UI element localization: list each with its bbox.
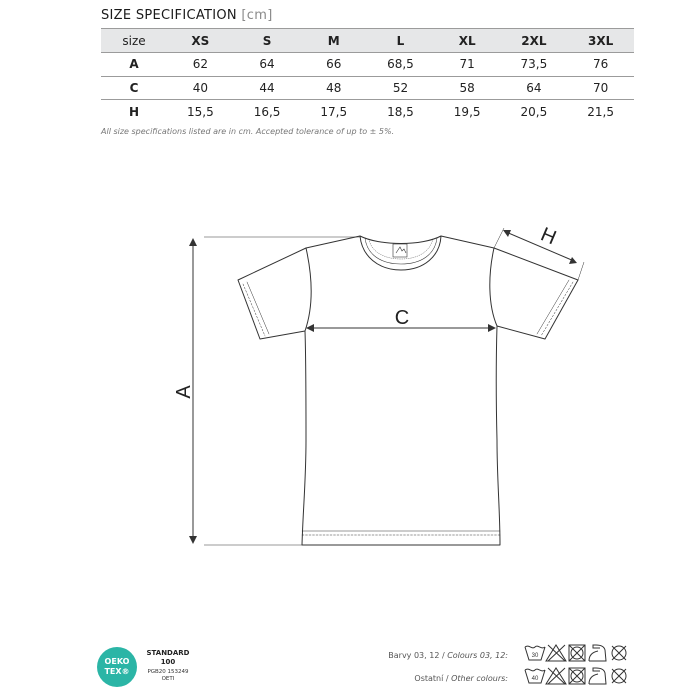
row-label: A (101, 53, 167, 77)
table-cell: 40 (167, 76, 234, 100)
colours-row-2 (414, 674, 508, 683)
colours-row-1-cz: Barvy 03, 12 / (388, 651, 445, 660)
care-icons-row-2 (525, 668, 626, 684)
column-header: 2XL (501, 29, 568, 53)
dimension-h-label: H (537, 223, 560, 250)
right-armhole-seam (490, 248, 497, 326)
table-cell: 64 (234, 53, 301, 77)
table-cell: 17,5 (320, 104, 348, 119)
table-cell: 21,5 (587, 104, 614, 119)
table-cell: 52 (367, 76, 434, 100)
table-cell: 62 (167, 53, 234, 77)
table-cell: 58 (434, 76, 501, 100)
table-cell: 68,5 (367, 53, 434, 77)
dimension-a-label: A (173, 385, 195, 399)
oeko-logo-line-1: OEKO (104, 657, 130, 666)
table-cell: 44 (234, 76, 301, 100)
neck-label-icon (393, 244, 407, 257)
oeko-logo-line-2: TEX® (104, 667, 130, 676)
colours-row-2-cz: Ostatní / (414, 674, 449, 683)
no-bleach-icon (546, 645, 566, 661)
tolerance-note: All size specifications listed are in cm. Accepted tolerance of up to ± 5%. (101, 127, 395, 136)
table-cell: 70 (567, 76, 634, 100)
tshirt-outline (238, 236, 578, 545)
no-tumble-dry-icon (569, 668, 585, 684)
table-cell: 20,5 (520, 104, 548, 119)
collar-rib (360, 236, 441, 270)
table-cell: 18,5 (387, 104, 414, 119)
table-cell: 15,5 (186, 104, 214, 119)
title-text: SIZE SPECIFICATION (101, 8, 237, 23)
table-cell: 64 (501, 76, 568, 100)
table-cell: 71 (434, 53, 501, 77)
table-cell: 66 (300, 53, 367, 77)
oeko-standard (145, 649, 191, 667)
care-icons-row-1 (525, 645, 626, 661)
no-tumble-dry-icon (569, 645, 585, 661)
left-armhole-seam (305, 248, 311, 331)
wash-temp-2: 40 (531, 676, 539, 682)
table-cell: 19,5 (453, 104, 481, 119)
title-unit: [cm] (241, 8, 273, 23)
colours-row-1-en: Colours 03, 12: (447, 651, 508, 660)
iron-icon (589, 668, 606, 684)
no-dry-clean-icon (612, 669, 626, 683)
oeko-tex-logo (97, 647, 137, 687)
code-line-2: OETI (161, 676, 175, 682)
column-header: M (300, 29, 367, 53)
no-dry-clean-icon (612, 646, 626, 660)
wash-temp-1: 30 (531, 653, 539, 659)
no-bleach-icon (546, 668, 566, 684)
colours-row-2-en: Other colours: (451, 674, 508, 683)
iron-icon (589, 645, 606, 661)
standard-line-2: 100 (160, 658, 176, 666)
table-cell: 48 (300, 76, 367, 100)
column-header: XS (167, 29, 234, 53)
dimension-h (494, 228, 584, 280)
colours-row-1 (388, 651, 508, 660)
column-header: size (101, 29, 167, 53)
code-line-1: PGB20 153249 (147, 669, 189, 675)
table-cell: 76 (567, 53, 634, 77)
standard-line-1: STANDARD (146, 649, 190, 657)
column-header: L (367, 29, 434, 53)
dimension-a (189, 237, 360, 545)
column-header: XL (434, 29, 501, 53)
oeko-code (145, 669, 191, 683)
row-label: H (128, 104, 140, 119)
column-header: S (234, 29, 301, 53)
column-header: 3XL (567, 29, 634, 53)
table-cell: 73,5 (501, 53, 568, 77)
dimension-c-label: C (394, 307, 410, 329)
table-cell: 16,5 (253, 104, 281, 119)
row-label: C (101, 76, 167, 100)
